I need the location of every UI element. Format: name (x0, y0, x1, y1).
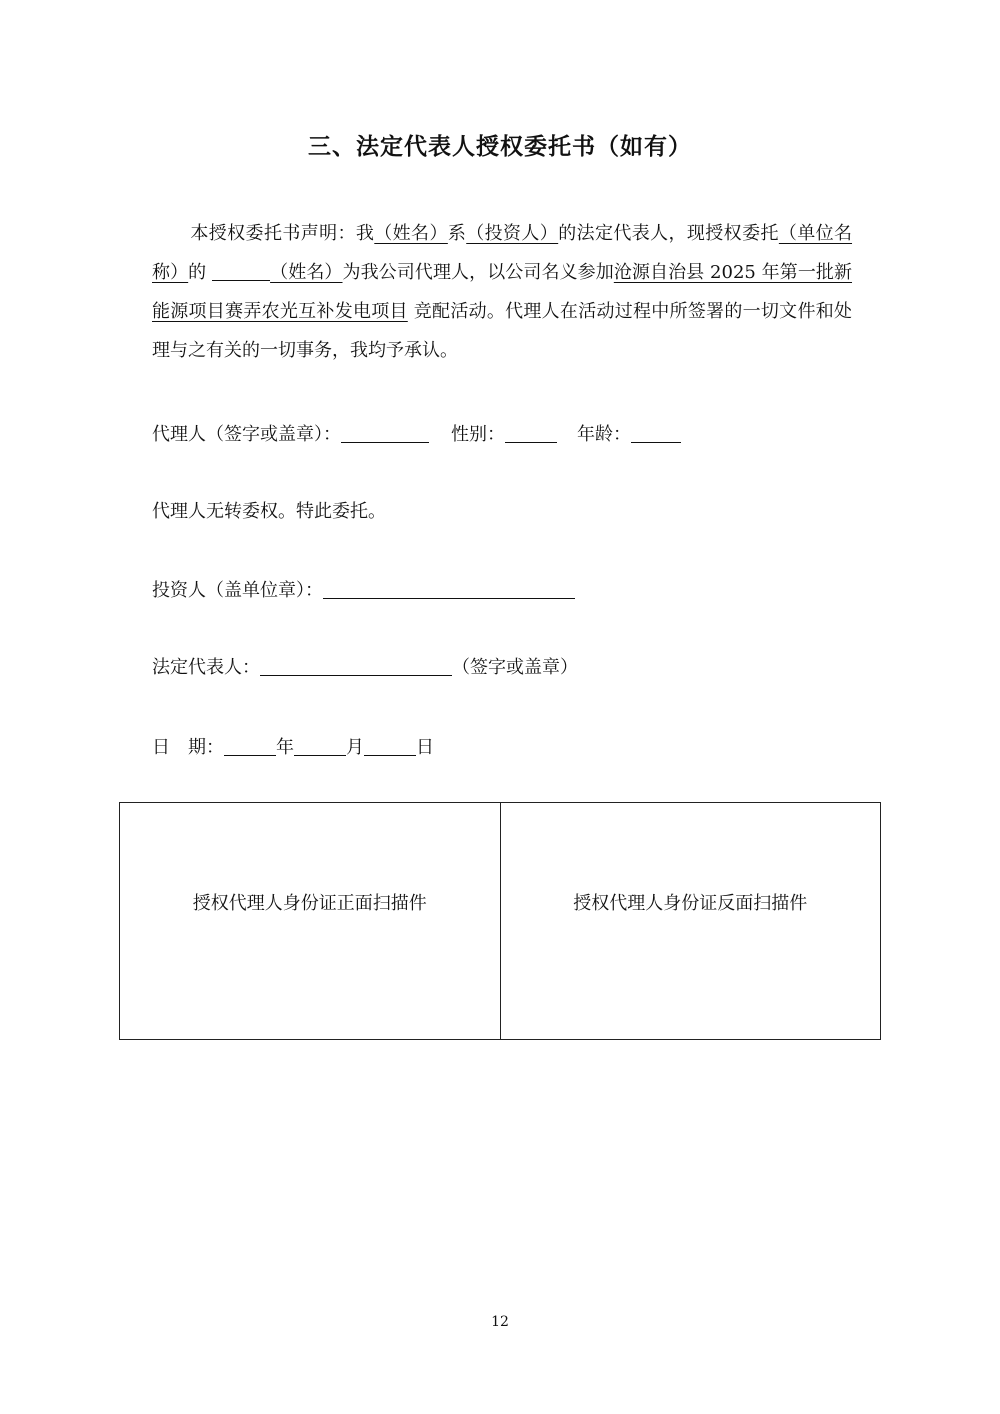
agent-signature-blank[interactable] (341, 424, 429, 443)
gender-blank[interactable] (505, 424, 557, 443)
statement-text-2: 系 (447, 223, 467, 244)
legal-rep-blank[interactable] (260, 657, 452, 676)
statement-text-1: 本授权委托书声明：我 (190, 223, 375, 244)
date-label: 日 期： (152, 737, 224, 758)
unit-name-field[interactable]: （单位名称） (152, 223, 853, 283)
investor-line (152, 576, 575, 602)
legal-rep-suffix: （签字或盖章） (452, 657, 578, 678)
day-blank[interactable] (364, 737, 416, 756)
investor-field[interactable]: （投资人） (466, 223, 559, 244)
statement-text-4: 的 (188, 262, 213, 283)
statement-text-6: 竞配活动。代理人在活动过程中所签署的一切文件和处理与之有关的一切事务，我均予承认。 (152, 301, 852, 361)
statement-text-5: 为我公司代理人，以公司名义参加 (342, 262, 614, 283)
id-front-label: 授权代理人身份证正面扫描件 (192, 893, 427, 914)
id-back-cell[interactable] (500, 803, 881, 1039)
day-label: 日 (416, 737, 434, 758)
agent-label: 代理人（签字或盖章）： (152, 424, 341, 445)
project-name-field[interactable]: 沧源自治县 2025 年第一批新能源项目赛弄农光互补发电项目 (152, 262, 853, 322)
legal-rep-label: 法定代表人： (152, 657, 260, 678)
no-transfer-text: 代理人无转委权。特此委托。 (152, 501, 386, 522)
agent-line (152, 420, 681, 446)
month-blank[interactable] (294, 737, 346, 756)
gender-label: 性别： (451, 424, 505, 445)
name-blank[interactable] (212, 262, 270, 281)
id-front-cell[interactable] (120, 803, 500, 1039)
investor-seal-blank[interactable] (323, 580, 575, 599)
age-blank[interactable] (631, 424, 681, 443)
authorization-statement (152, 214, 852, 370)
document-title: 三、法定代表人授权委托书（如有） (308, 133, 692, 160)
investor-seal-label: 投资人（盖单位章）： (152, 580, 323, 601)
statement-text-3: 的法定代表人，现授权委托 (558, 223, 779, 244)
page-number: 12 (491, 1314, 509, 1330)
name-field-1[interactable]: （姓名） (374, 223, 448, 244)
id-card-scan-table (119, 802, 881, 1040)
age-label: 年龄： (577, 424, 631, 445)
month-label: 月 (346, 737, 364, 758)
year-label: 年 (276, 737, 294, 758)
year-blank[interactable] (224, 737, 276, 756)
legal-rep-line (152, 653, 578, 679)
date-line (152, 733, 434, 759)
name-field-2[interactable]: （姓名） (270, 262, 343, 283)
id-back-label: 授权代理人身份证反面扫描件 (573, 893, 808, 914)
